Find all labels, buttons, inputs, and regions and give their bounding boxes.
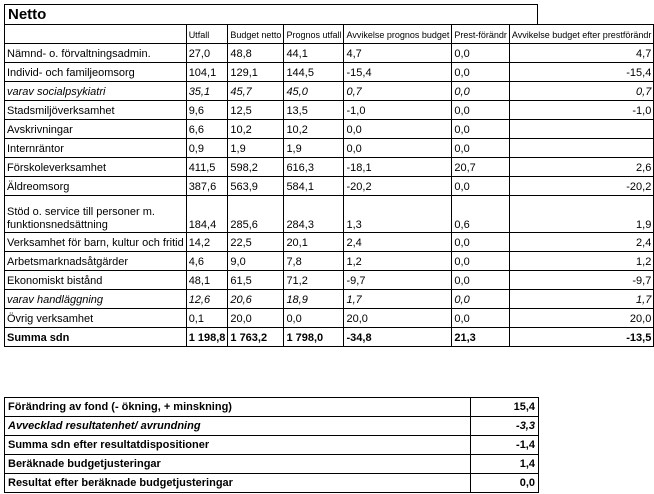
cell-prest: 20,7 [452, 158, 510, 177]
header-label [5, 25, 187, 44]
cell-avv: 1,2 [344, 252, 452, 271]
cell-avv2: 0,7 [509, 82, 653, 101]
header-avvikelse-prognos-budget: Avvikelse prognos budget [344, 25, 452, 44]
cell-avv: 2,4 [344, 233, 452, 252]
cell-avv2 [509, 139, 653, 158]
cell-utfall: 1 198,8 [186, 328, 228, 347]
cell-avv2: -9,7 [509, 271, 653, 290]
cell-prest: 0,0 [452, 290, 510, 309]
cell-utfall: 35,1 [186, 82, 228, 101]
row-label: Avskrivningar [5, 120, 187, 139]
cell-prest: 0,0 [452, 177, 510, 196]
table-row [5, 309, 654, 328]
row-label: Stöd o. service till personer m. funktionsnedsättning [5, 196, 187, 233]
row-label: varav handläggning [5, 290, 187, 309]
cell-budget: 12,5 [228, 101, 284, 120]
cell-budget: 1 763,2 [228, 328, 284, 347]
table-row [5, 290, 654, 309]
cell-prognos: 0,0 [284, 309, 344, 328]
row-label: Förskoleverksamhet [5, 158, 187, 177]
table-row [5, 63, 654, 82]
cell-avv: 0,0 [344, 139, 452, 158]
row-label: Övrig verksamhet [5, 309, 187, 328]
summary-label: Beräknade budgetjusteringar [5, 455, 471, 474]
cell-avv: -9,7 [344, 271, 452, 290]
cell-prognos: 20,1 [284, 233, 344, 252]
cell-avv2: -1,0 [509, 101, 653, 120]
cell-utfall: 411,5 [186, 158, 228, 177]
cell-avv: 0,7 [344, 82, 452, 101]
cell-avv2: 20,0 [509, 309, 653, 328]
cell-prognos: 18,9 [284, 290, 344, 309]
row-label: Arbetsmarknadsåtgärder [5, 252, 187, 271]
row-label: Nämnd- o. förvaltningsadmin. [5, 44, 187, 63]
header-budget-netto: Budget netto [228, 25, 284, 44]
table-row [5, 328, 654, 347]
cell-avv: 1,3 [344, 196, 452, 233]
cell-avv2: -13,5 [509, 328, 653, 347]
cell-prest: 0,0 [452, 233, 510, 252]
summary-label: Avvecklad resultatenhet/ avrundning [5, 417, 471, 436]
cell-prognos: 284,3 [284, 196, 344, 233]
cell-utfall: 12,6 [186, 290, 228, 309]
header-prestforandr: Prest-förändr [452, 25, 510, 44]
cell-utfall: 4,6 [186, 252, 228, 271]
table-row [5, 139, 654, 158]
cell-avv2 [509, 120, 653, 139]
summary-label: Förändring av fond (- ökning, + minskning) [5, 398, 471, 417]
table-row [5, 158, 654, 177]
table-row [5, 196, 654, 233]
cell-budget: 48,8 [228, 44, 284, 63]
cell-utfall: 9,6 [186, 101, 228, 120]
table-row [5, 252, 654, 271]
header-avvikelse-efter-prest: Avvikelse budget efter prestförändr [509, 25, 653, 44]
cell-avv: -34,8 [344, 328, 452, 347]
cell-prest: 0,0 [452, 120, 510, 139]
summary-row [5, 474, 539, 493]
row-label: varav socialpsykiatri [5, 82, 187, 101]
cell-avv: 1,7 [344, 290, 452, 309]
cell-budget: 45,7 [228, 82, 284, 101]
cell-budget: 129,1 [228, 63, 284, 82]
table-row [5, 233, 654, 252]
cell-avv2: 1,7 [509, 290, 653, 309]
cell-avv2: 2,4 [509, 233, 653, 252]
cell-utfall: 104,1 [186, 63, 228, 82]
row-label: Internräntor [5, 139, 187, 158]
cell-budget: 22,5 [228, 233, 284, 252]
row-label: Summa sdn [5, 328, 187, 347]
cell-prest: 21,3 [452, 328, 510, 347]
cell-utfall: 0,1 [186, 309, 228, 328]
row-label: Stadsmiljöverksamhet [5, 101, 187, 120]
cell-avv: 20,0 [344, 309, 452, 328]
cell-prognos: 584,1 [284, 177, 344, 196]
cell-prest: 0,6 [452, 196, 510, 233]
header-utfall: Utfall [186, 25, 228, 44]
cell-prest: 0,0 [452, 309, 510, 328]
summary-row [5, 455, 539, 474]
header-row [5, 25, 654, 44]
cell-budget: 598,2 [228, 158, 284, 177]
cell-avv: 4,7 [344, 44, 452, 63]
sheet-title: Netto [4, 4, 538, 24]
cell-avv2: 1,9 [509, 196, 653, 233]
cell-utfall: 6,6 [186, 120, 228, 139]
cell-prognos: 1,9 [284, 139, 344, 158]
cell-prognos: 7,8 [284, 252, 344, 271]
cell-prest: 0,0 [452, 271, 510, 290]
cell-prognos: 44,1 [284, 44, 344, 63]
cell-budget: 285,6 [228, 196, 284, 233]
row-label: Individ- och familjeomsorg [5, 63, 187, 82]
row-label: Ekonomiskt bistånd [5, 271, 187, 290]
summary-row [5, 436, 539, 455]
table-row [5, 101, 654, 120]
cell-avv: 0,0 [344, 120, 452, 139]
cell-avv: -20,2 [344, 177, 452, 196]
cell-avv2: -20,2 [509, 177, 653, 196]
cell-utfall: 27,0 [186, 44, 228, 63]
cell-utfall: 0,9 [186, 139, 228, 158]
cell-budget: 20,6 [228, 290, 284, 309]
cell-budget: 1,9 [228, 139, 284, 158]
summary-row [5, 417, 539, 436]
cell-budget: 61,5 [228, 271, 284, 290]
cell-utfall: 14,2 [186, 233, 228, 252]
row-label: Äldreomsorg [5, 177, 187, 196]
cell-budget: 9,0 [228, 252, 284, 271]
summary-value: -1,4 [471, 436, 539, 455]
summary-label: Resultat efter beräknade budgetjusteringar [5, 474, 471, 493]
cell-budget: 20,0 [228, 309, 284, 328]
cell-prognos: 1 798,0 [284, 328, 344, 347]
cell-budget: 563,9 [228, 177, 284, 196]
table-row [5, 271, 654, 290]
cell-avv2: 4,7 [509, 44, 653, 63]
cell-prest: 0,0 [452, 252, 510, 271]
cell-prognos: 616,3 [284, 158, 344, 177]
table-row [5, 120, 654, 139]
header-prognos-utfall: Prognos utfall [284, 25, 344, 44]
cell-prognos: 13,5 [284, 101, 344, 120]
summary-row [5, 398, 539, 417]
cell-prognos: 10,2 [284, 120, 344, 139]
cell-prest: 0,0 [452, 82, 510, 101]
summary-label: Summa sdn efter resultatdispositioner [5, 436, 471, 455]
cell-prest: 0,0 [452, 44, 510, 63]
cell-avv2: -15,4 [509, 63, 653, 82]
cell-avv: -1,0 [344, 101, 452, 120]
cell-utfall: 184,4 [186, 196, 228, 233]
row-label: Verksamhet för barn, kultur och fritid [5, 233, 187, 252]
cell-prest: 0,0 [452, 139, 510, 158]
cell-avv2: 2,6 [509, 158, 653, 177]
cell-prognos: 144,5 [284, 63, 344, 82]
netto-table [4, 24, 654, 347]
cell-utfall: 387,6 [186, 177, 228, 196]
cell-prest: 0,0 [452, 63, 510, 82]
cell-prest: 0,0 [452, 101, 510, 120]
summary-table [4, 397, 539, 493]
table-row [5, 177, 654, 196]
cell-avv: -15,4 [344, 63, 452, 82]
cell-utfall: 48,1 [186, 271, 228, 290]
cell-avv: -18,1 [344, 158, 452, 177]
summary-value: 15,4 [471, 398, 539, 417]
cell-budget: 10,2 [228, 120, 284, 139]
table-row [5, 44, 654, 63]
summary-value: 1,4 [471, 455, 539, 474]
table-row [5, 82, 654, 101]
summary-value: 0,0 [471, 474, 539, 493]
summary-value: -3,3 [471, 417, 539, 436]
cell-prognos: 71,2 [284, 271, 344, 290]
cell-avv2: 1,2 [509, 252, 653, 271]
cell-prognos: 45,0 [284, 82, 344, 101]
